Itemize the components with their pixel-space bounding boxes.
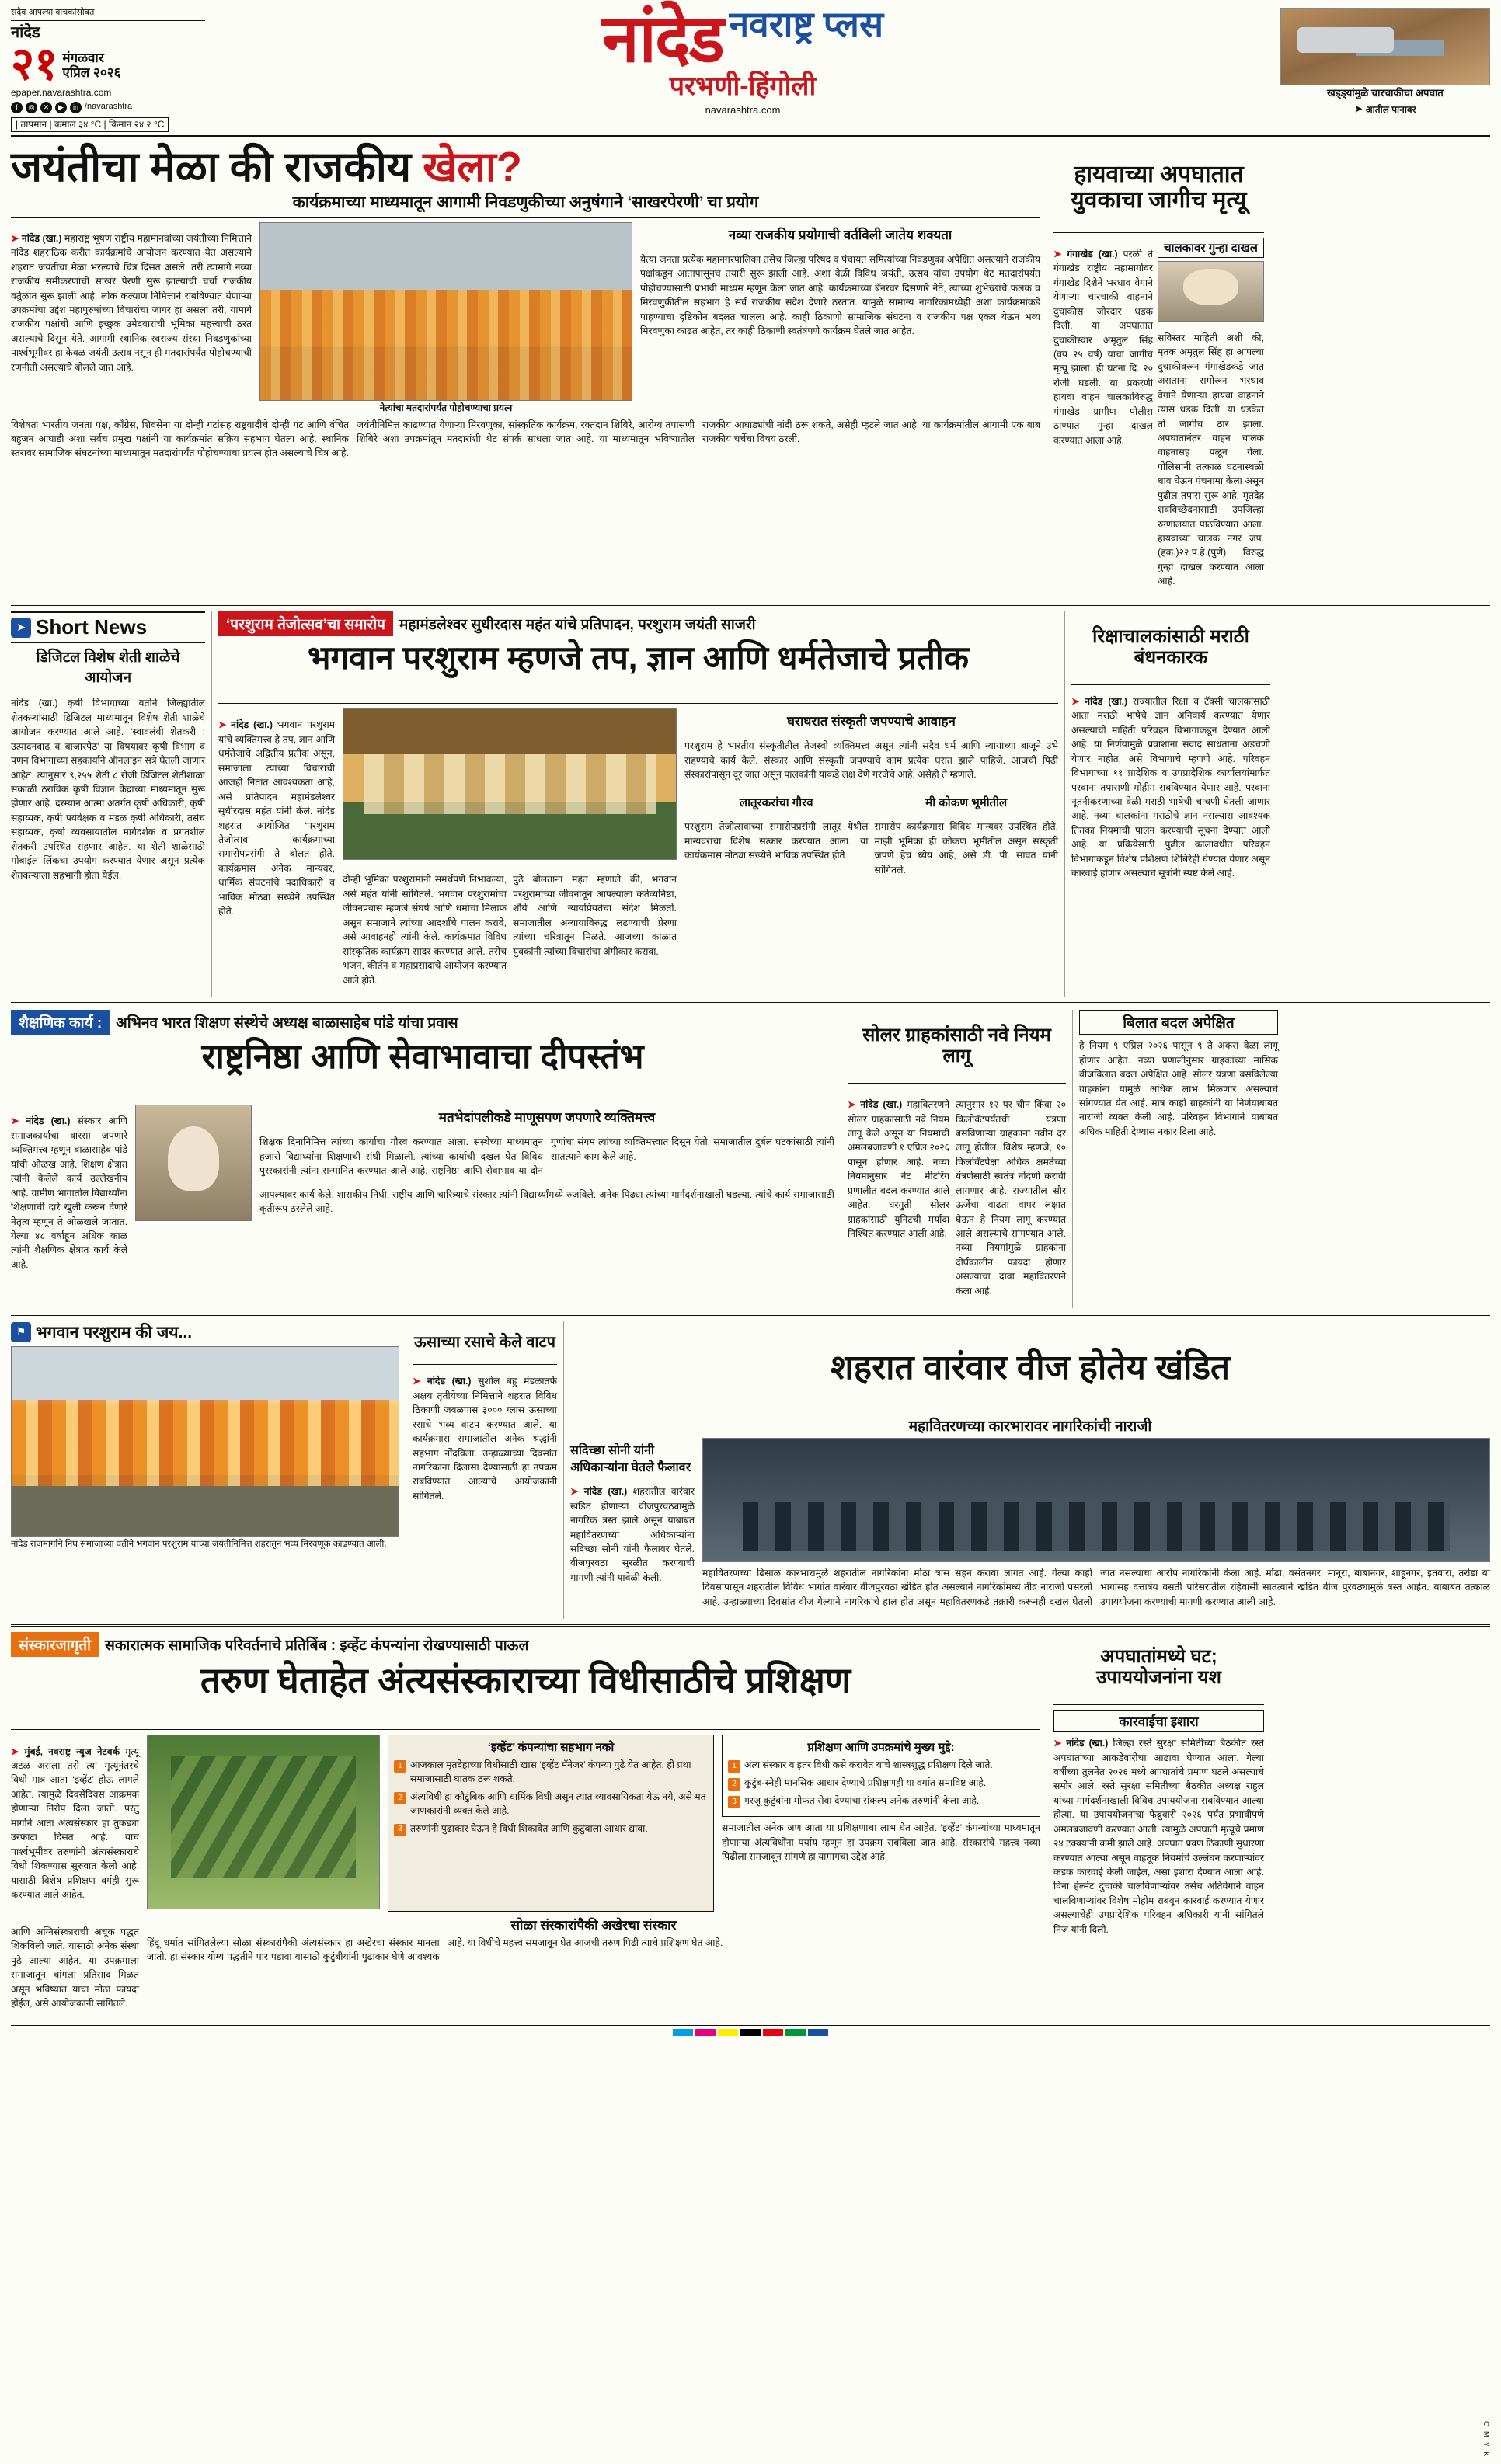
- riksha-body-text: राज्यातील रिक्षा व टॅक्सी चालकांसाठी आता मराठी भाषेचे ज्ञान अनिवार्य करण्यात येणार असल्याची माहिती परिवहन विभागाकडून देण्यात आली आहे. या निर्णयामुळे प्रवाशांना संवाद साधताना अडचणी येणार नाहीत, असे विभागाचे म्हणणे आहे. परिवहन विभागाच्या ११ प्रादेशिक व उपप्रादेशिक कार्यालयांमार्फत परवाना तपासणी मोहीम राबविण्यात येणार आहे. परवाना नूतनीकरणाच्या वेळी मराठी भाषेची चाचणी घेतली जाणार आहे. नव्या चालकांना मराठीचे ज्ञान नसल्यास आवश्यक तितका नियमाची पालन करण्याची सूचना देण्यात आली आहे. या प्रक्रियेसाठी पुढील कालावधीत परिवहन विभागाकडून विशेष प्रशिक्षण शिबिरेही घेण्यात येणार असून कारवाई होणार असल्याचे सूत्रांनी स्पष्ट केले आहे.: [1071, 695, 1270, 879]
- parshuram-jai-row: [11, 1321, 399, 1343]
- lead-photo-caption: नेत्यांचा मतदारांपर्यंत पोहोचण्याचा प्रयत्न: [379, 402, 513, 413]
- masthead-logo: [205, 2, 1280, 116]
- epaper-url[interactable]: epaper.navarashtra.com: [11, 86, 112, 98]
- sanskar-box1-title: ‘इव्हेंट’ कंपन्यांचा सहभाग नको: [487, 1741, 615, 1755]
- sanskar-photo: [147, 1735, 380, 1909]
- masthead-date-col: [62, 50, 120, 85]
- latur-story: [684, 792, 869, 886]
- facebook-icon[interactable]: f: [11, 102, 23, 113]
- electricity-photo: [702, 1438, 1490, 1562]
- accidents2-sub: कारवाईचा इशारा: [1053, 1710, 1264, 1732]
- color-swatch: [695, 2029, 716, 2036]
- electricity-left: [570, 1438, 695, 1619]
- sanskar-body-row: [11, 1735, 1040, 1911]
- riksha-headline: रिक्षाचालकांसाठी मराठी बंधनकारक: [1092, 626, 1249, 668]
- oil-dateline: नांदेड (खा.): [427, 1376, 472, 1387]
- sanskar-col2-text: समाजातील अनेक जण आता या प्रशिक्षणाचा लाभ घेत आहेत. ‘इव्हेंट’ कंपन्यांच्या माध्यमातून होणाऱ्या अंत्यविधींना पर्याय म्हणून हा उपक्रम राबविला जात आहे. संस्कारांचे महत्त्व नव्या पिढीला समजावून सांगणे हा यामागचा उद्देश आहे.: [722, 1822, 1040, 1863]
- education-col1: [11, 1105, 127, 1281]
- bullet-number-icon: 2: [394, 1792, 406, 1804]
- education-tag-row: [11, 1010, 834, 1035]
- parshuram-body-row: [218, 708, 1058, 997]
- oil-body-text: सुशील बहु मंडळातर्फे अक्षय तृतीयेच्या निमित्ताने शहरात विविध ठिकाणी जवळपास ३००० ग्लास ऊसाच्या रसाचे भव्य वाटप करण्यात आले. या कार्यक्रमास समाजातील अनेक श्रद्धांनी सहभाग नोंदविला. उन्हाळ्याच्या दिवसांत नागरिकांना दिलासा देण्यासाठी हा उपक्रम राबविण्यात आल्याचे आयोजकांनी सांगितले.: [413, 1376, 557, 1502]
- konkan-headline: मी कोकण भूमीतील: [925, 796, 1008, 810]
- accident-col2-text: सविस्तर माहिती अशी की, मृतक अमृतुल सिंह हा आपल्या दुचाकीवरून गंगाखेडकडे जात असताना समोरून भरधाव वेगाने येणाऱ्या हायवा वाहनाने त्यास धडक दिली. या धडकेत तो जागीच ठार झाला. अपघातानंतर वाहन चालक वाहनासह पळून गेला. पोलिसांनी तत्काळ घटनास्थळी धाव घेऊन पंचनामा केला असून पुढील तपास सुरू आहे. मृतदेह शवविच्छेदनासाठी उपजिल्हा रुग्णालयात पाठविण्यात आला. हायवाच्या चालक नगर जप.(हक.)२२.प.हे.(पुणे) विरुद्ध गुन्हा दाखल करण्यात आला आहे.: [1158, 332, 1264, 587]
- sanskar-story: [11, 1632, 1040, 2020]
- short-news-header: [11, 611, 205, 643]
- solar-col2: त्यानुसार १२ पर चीन किंवा २० किलोवॅटपर्यंतची यंत्रणा बसविणाऱ्या ग्राहकांना नवीन दर लागू होतील. विशेष म्हणजे, १० किलोवॅटपेक्षा अधिक क्षमतेच्या यंत्रणेसाठी स्वतंत्र नोंदणी करावी लागणार आहे. राज्यातील सौर ऊर्जेचा वाढता वापर लक्षात घेऊन हे नियम लागू करण्यात आले असल्याचे सांगण्यात आले. नव्या नियमांमुळे ग्राहकांना दीर्घकालीन फायदा होणार असल्याचा दावा महावितरणने केला आहे.: [956, 1099, 1066, 1296]
- accidents2-body: [1053, 1736, 1264, 1937]
- lead-col2-text: येत्या जनता प्रत्येक महानगरपालिका तसेच जिल्हा परिषद व पंचायत समित्यांच्या निवडणुका अपेक्षित असल्याने राजकीय पक्षांकडून आतापासूनच तयारी सुरू झाली आहे. अशा वेळी विविध जयंती, उत्सव यांचा उपयोग थेट मतदारांपर्यंत पोहोचण्यासाठी प्रभावी माध्यम म्हणून केला जात आहे. कार्यक्रमांच्या बॅनरवर दिसणारे नेते, त्यांच्या शुभेच्छांचे फलक व मिरवणुकीतील सहभाग हे सर्व राजकीय संदेश देणारे ठरतात. यामुळे सामान्य नागरिकांमध्येही अशा कार्यक्रमांकडे पाहण्याचा दृष्टिकोन बदलत चालला आहे. काही ठिकाणी सामाजिक संघटना व राजकीय पक्ष एकत्र येऊन भव्य मिरवणुका काढत आहेत, तर काही ठिकाणी स्वतंत्रपणे कार्यक्रम घेतले जात आहेत.: [640, 253, 1040, 337]
- accident-col1-body: परळी ते गंगाखेड राष्ट्रीय महामार्गावर गंगाखेड दिशेने भरधाव वेगाने येणाऱ्या चारचाकी वाहनाने दुचाकीस जोरदार धडक दिली. या अपघातात दुचाकीस्वार अमृतुल सिंह (वय २५ वर्ष) याचा जागीच मृत्यू झाला. ही घटना दि. २० रोजी घडली. या प्रकरणी हायवा वाहन चालकाविरुद्ध गंगाखेड ग्रामीण पोलीस ठाण्यात गुन्हा दाखल करण्यात आला आहे.: [1053, 248, 1153, 446]
- accident-col2: [1158, 238, 1264, 598]
- solar-dateline: नांदेड (खा.): [860, 1099, 903, 1111]
- education-col2-text: शिक्षक दिनानिमित्त त्यांच्या कार्याचा गौरव करण्यात आला. संस्थेच्या माध्यमातून हजारो विद्यार्थ्यांना शिक्षणाची संधी मिळाली. त्यांच्या कार्याची दखल घेत विविध पुरस्कारांनी त्यांना सन्मानित करण्यात आले आहे. राष्ट्रनिष्ठा आणि सेवाभाव या दोन गुणांचा संगम त्यांच्या व्यक्तिमत्त्वात दिसून येतो. समाजातील दुर्बल घटकांसाठी त्यांनी सातत्याने काम केले आहे.: [259, 1136, 834, 1177]
- electricity-body: महावितरणच्या ढिसाळ कारभारामुळे शहरातील नागरिकांना मोठा त्रास सहन करावा लागत आहे. गेल्या काही दिवसांपासून शहरातील विविध भागांत वारंवार वीजपुरवठा खंडित होत असल्याने नागरिकांमध्ये तीव्र नाराजी पसरली आहे. उन्हाळ्याच्या दिवसांत वीज गेल्याने नागरिकांचे हाल होत असून महावितरणकडे तक्रारी करूनही दखल घेतली जात नसल्याचा आरोप नागरिकांनी केला आहे. मोंढा, वसंतनगर, मानूरा, बाबानगर, शाहूनगर, इतवारा, तरोडा या भागांसह दत्तात्रेय वसती परिसरातील रहिवासी सातत्याने खंडित वीज पुरवठ्यामुळे त्रस्त आहेत. याबाबत तत्काळ उपाययोजना करण्याची मागणी करण्यात आली आहे.: [702, 1567, 1490, 1607]
- lead-col1: [11, 222, 252, 414]
- parshuram-jai-label: भगवान परशुराम की जय...: [36, 1323, 193, 1342]
- inside-label: आतील पानावर: [1365, 103, 1416, 115]
- solar-headline: सोलर ग्राहकांसाठी नवे नियम लागू: [862, 1025, 1051, 1067]
- parshuram-col1-body: भगवान परशुराम यांचे व्यक्तिमत्त्व हे तप, ज्ञान आणि धर्मतेजाचे अद्वितीय प्रतीक असून, समाजाला त्यांच्या विचारांची आजही नितांत आवश्यकता आहे, असे प्रतिपादन महामंडलेश्वर सुधीरदास महंत यांनी केले. नांदेड शहरात आयोजित ‘परशुराम तेजोत्सव’ कार्यक्रमाच्या समारोपप्रसंगी ते बोलत होते. कार्यक्रमास अनेक मान्यवर, धार्मिक संघटनांचे पदाधिकारी व भाविक मोठ्या संख्येने उपस्थित होते.: [218, 719, 335, 917]
- education-tagline: अभिनव भारत शिक्षण संस्थेचे अध्यक्ष बाळासाहेब पांडे यांचा प्रवास: [116, 1015, 458, 1032]
- solar-col1-body: महावितरणने सोलर ग्राहकांसाठी नवे नियम लागू केले असून या नियमांची अंमलबजावणी १ एप्रिल २०२६ पासून होणार आहे. नव्या नियमानुसार नेट मीटरिंग प्रणालीत बदल करण्यात आले आहेत. घरगुती सोलर ग्राहकांसाठी युनिटची मर्यादा निश्चित करण्यात आली आहे.: [848, 1099, 950, 1240]
- list-item-text: अंत्यविधी हा कौटुंबिक आणि धार्मिक विधी असून त्यात व्यावसायिकता येऊ नये, असे मत जाणकारांनी व्यक्त केले आहे.: [410, 1791, 706, 1816]
- lead-headline-text: जयंतीचा मेळा की राजकीय: [11, 143, 423, 190]
- education-tag: शैक्षणिक कार्य :: [11, 1010, 110, 1035]
- bullet-arrow-icon: ➤: [1071, 695, 1085, 707]
- list-item-text: आजकाल मृतदेहाच्या विधींसाठी खास ‘इव्हेंट मॅनेजर’ कंपन्या पुढे येत आहेत. ही प्रथा समाजासाठी घातक ठरू शकते.: [410, 1759, 691, 1785]
- masthead-promo: [1280, 8, 1490, 116]
- procession-caption: नांदेड राजमार्गाने निघ समाजाच्या वतीने भगवान परशुराम यांच्या जयंतीनिमित्त शहरातून भव्य मिरवणूक काढण्यात आली.: [11, 1539, 387, 1549]
- electricity-story: [563, 1321, 1490, 1619]
- accident-subheadline: चालकावर गुन्हा दाखल: [1158, 238, 1264, 258]
- parshuram-subtag: महामंडलेश्वर सुधीरदास महंत यांचे प्रतिपादन, परशुराम जयंती साजरी: [399, 617, 756, 634]
- accidents2-dateline: नांदेड (खा.): [1066, 1738, 1109, 1749]
- sanskar-right: [722, 1735, 1040, 1911]
- masthead-left: [11, 8, 205, 132]
- education-col1-text: [11, 1114, 127, 1272]
- short-news-headline: डिजिटल विशेष शेती शाळेचे आयोजन: [36, 649, 180, 687]
- logo-blue-block: [723, 4, 884, 44]
- lead-body-row: [11, 222, 1040, 414]
- masthead-day: २१: [11, 38, 58, 89]
- parshuram-sub-cols: [343, 863, 677, 997]
- list-item-text: अंत्य संस्कार व इतर विधी कसे करावेत याचे शास्त्रशुद्ध प्रशिक्षण दिले जाते.: [744, 1759, 993, 1771]
- row-lead: [11, 142, 1490, 598]
- short-news-label: Short News: [36, 615, 148, 639]
- electricity-left-title: सदिच्छा सोनी यांनी अधिकाऱ्यांना घेतले फैलावर: [570, 1443, 691, 1474]
- accident-headline: हायवाच्या अपघातात युवकाचा जागीच मृत्यू: [1071, 161, 1247, 213]
- bill-body: हे नियम ९ एप्रिल २०२६ पासून ९ ते अकरा वेळा लागू होणार आहेत. नव्या प्रणालीनुसार ग्राहकांच्या मासिक वीजबिलात बदल अपेक्षित आहे. सोलर यंत्रणा बसविलेल्या ग्राहकांना यामुळे अधिक लाभ मिळणार असल्याचे सांगण्यात येत आहे. मात्र काही ग्राहकांनी या निर्णयाबाबत नाराजी व्यक्त केली आहे. परिवहन विभागाने याबाबत अधिक माहिती देण्यास नकार दिला आहे.: [1079, 1040, 1278, 1137]
- masthead-city: नांदेड: [11, 23, 40, 41]
- parshuram-sub-stories: [684, 792, 1058, 886]
- bullet-arrow-icon: ➤: [413, 1376, 427, 1387]
- lead-subhead: कार्यक्रमाच्या माध्यमातून आगामी निवडणुकीच्या अनुषंगाने ‘साखरपेरणी’ चा प्रयोग: [11, 191, 1040, 218]
- row-parshuram: [11, 611, 1490, 997]
- news-arrow-icon: ➤: [11, 618, 31, 638]
- bullet-arrow-icon: ➤: [11, 232, 22, 244]
- masthead-weekday: मंगळवार: [62, 50, 104, 65]
- electricity-body-row: [570, 1438, 1490, 1619]
- bill-headline: बिलात बदल अपेक्षित: [1079, 1010, 1278, 1035]
- sanskar-box2-title: प्रशिक्षण आणि उपक्रमांचे मुख्य मुद्दे:: [807, 1741, 955, 1755]
- electricity-left-dateline: नांदेड (खा.): [583, 1486, 628, 1498]
- color-swatch: [785, 2029, 806, 2036]
- parshuram-dateline: नांदेड (खा.): [231, 719, 273, 731]
- masthead-tagline: सदैव आपल्या वाचकांसोबत: [11, 8, 205, 21]
- accident-body-row: [1053, 238, 1264, 598]
- temperature-strip: | तापमान | कमाल ३४ °C | किमान २४.२ °C: [11, 117, 169, 132]
- instagram-icon[interactable]: ◎: [26, 102, 37, 113]
- accidents2-headline: अपघातांमध्ये घट; उपाययोजनांना यश: [1096, 1646, 1221, 1689]
- education-col1-body: संस्कार आणि समाजकार्याचा वारसा जपणारे व्यक्तिमत्त्व म्हणून बाळासाहेब पांडे यांची ओळख आहे. शिक्षण क्षेत्रात त्यांनी केलेले कार्य उल्लेखनीय आहे. ग्रामीण भागातील विद्यार्थ्यांना शिक्षणाची दारे खुली करून देणारे नेतृत्व म्हणून ते ओळखले जातात. गेल्या ४८ वर्षांहून अधिक काळ त्यांनी शैक्षणिक क्षेत्रात कार्य केले आहे.: [11, 1115, 127, 1270]
- lead-headline: [11, 145, 1040, 190]
- education-dateline: नांदेड (खा.): [26, 1115, 71, 1127]
- lead-col2-head: नव्या राजकीय प्रयोगाची वर्तविली जातेय शक्यता: [728, 227, 952, 242]
- lead-photo-block: [259, 222, 632, 414]
- sanskar-box1: [388, 1735, 714, 1911]
- row-electricity: [11, 1321, 1490, 1619]
- bullet-arrow-icon: ➤: [11, 1745, 25, 1757]
- sanskar-headline: तरुण घेताहेत अंत्यसंस्काराच्या विधीसाठीचे प्रशिक्षण: [200, 1659, 851, 1700]
- list-item: [394, 1822, 708, 1836]
- arrow-icon: ➤: [1354, 103, 1363, 115]
- list-item-text: तरुणांनी पुढाकार घेऊन हे विधी शिकावेत आणि कुटुंबाला आधार द्यावा.: [410, 1822, 648, 1834]
- sanskar-dateline: मुंबई, नवराष्ट्र न्यूज नेटवर्क: [24, 1745, 120, 1757]
- linkedin-icon[interactable]: in: [70, 102, 82, 113]
- promo-caption: खड्ड्यांमुळे चारचाकीचा अपघात: [1327, 87, 1444, 99]
- lead-headline-highlight: खेला?: [423, 143, 522, 190]
- lead-bottom-text: विशेषतः भारतीय जनता पक्ष, काँग्रेस, शिवसेना या दोन्ही गटांसह राष्ट्रवादीचे दोन्ही गट आणि वंचित बहुजन आघाडी अशा सर्वच प्रमुख पक्षांनी या कार्यक्रमांत सक्रिय सहभाग घेतला आहे. स्थानिक स्तरावर सामाजिक संघटनांच्या माध्यमातून मतदारांपर्यंत पोहोचण्याचा प्रयत्न होत असल्याचे चित्र आहे. जयंतीनिमित्त काढण्यात येणाऱ्या मिरवणुका, सांस्कृतिक कार्यक्रम, रक्तदान शिबिरे, आरोग्य तपासणी शिबिरे अशा उपक्रमांतून मतदारांशी थेट संपर्क साधला जात आहे. या माध्यमातून भविष्यातील राजकीय आघाड्यांची नांदी ठरू शकते, असेही म्हटले जात आहे. या कार्यक्रमांतील आगामी एक बाब राजकीय चर्चेचा विषय ठरली.: [11, 419, 1040, 459]
- solar-story: [841, 1010, 1066, 1307]
- list-item: [394, 1791, 708, 1818]
- bill-story: [1072, 1010, 1278, 1307]
- flag-icon: ⚑: [11, 1322, 31, 1342]
- oil-story: [406, 1321, 557, 1619]
- sanskar-box3-title: सोळा संस्कारांपैकी अखेरचा संस्कार: [510, 1917, 677, 1933]
- lead-col1-body: महाराष्ट्र भूषण राष्ट्रीय महामानवांच्या जयंतीच्या निमित्ताने नांदेड शहराठिक करीत कार्यक्रमांचे आयोजन करण्यात येत असल्याने शहरात जयंतीचा मेळा भरल्याचे चित्र दिसत असले, तरी त्यामागे नव्या राजकीय समीकरणांची साखर पेरणी सुरू झाल्याची चर्चा राजकीय वर्तुळात सुरू झाली आहे. लोक कल्याण निमित्ताने राबविण्यात येणाऱ्या उपक्रमांचा उद्देश महापुरुषांच्या विचारांचा जागर हा असला तरी, यामागे राजकीय पक्षांची आणि इच्छुक उमेदवारांची भूमिका महत्त्वाची ठरत असल्याचे दिसून येते. आगामी स्थानिक स्वराज्य संस्था निवडणुकांच्या पार्श्वभूमीवर हा केवळ जयंती उत्सव नसून ही मतदारांपर्यंत पोहोचण्याची रणनीती असल्याचे बोलले जात आहे.: [11, 232, 252, 373]
- lead-col1-text: [11, 231, 252, 374]
- parshuram-col4: [684, 708, 1058, 997]
- latur-headline: लातूरकरांचा गौरव: [739, 796, 813, 810]
- short-news-body: नांदेड (खा.) कृषी विभागाच्या वतीने जिल्ह्यातील शेतकऱ्यांसाठी डिजिटल माध्यमातून विशेष शेती शाळेचे आयोजन करण्यात आले आहे. ‘स्वावलंबी शेतकरी : उत्पादनवाढ व बाजारपेठ’ या विषयावर कृषी विभाग व पणन विभागाच्या सहकार्याने ऑनलाइन सत्रे घेतली जाणार आहेत. त्यानुसार ९,२५५ शेती ८ रोजी डिजिटल शेतीशाळा सकाळी ठराविक कृषी विज्ञान केंद्राच्या माध्यमातून सुरू होणार आहे. दरम्यान आत्मा अंतर्गत कृषी अधिकारी, कृषी सहाय्यक, कृषी पर्यवेक्षक व मंडळ कृषी अधिकारी, तसेच सहाय्यक, कृषी व्यवसायातील मार्गदर्शक व प्रगतशील शेतकरी उपस्थित राहणार आहेत. या शेती शाळेसाठी मोबाईल लिंकचा उपयोग करण्यात येणार असून प्रत्येक शेतकऱ्याला सहभागी होता येईल.: [11, 698, 205, 881]
- electricity-headline: शहरात वारंवार वीज होतेय खंडित: [830, 1349, 1231, 1387]
- parshuram-col3-text: पुढे बोलताना महंत म्हणाले की, भगवान परशुरामांच्या जीवनातून आपल्याला कर्तव्यनिष्ठा, शौर्य आणि न्यायप्रियतेचा संदेश मिळतो. समाजातील अन्यायाविरुद्ध लढण्याची प्रेरणा त्यांच्या चरित्रातून मिळते. आजच्या काळात युवकांनी त्यांच्या विचारांचा अंगीकार करावा.: [513, 874, 677, 957]
- riksha-dateline: नांदेड (खा.): [1085, 695, 1128, 707]
- accidents2-body-text: जिल्हा रस्ते सुरक्षा समितीच्या बैठकीत रस्ते अपघातांच्या आकडेवारीचा आढावा घेण्यात आला. गेल्या वर्षीच्या तुलनेत २०२६ मध्ये अपघातांचे प्रमाण घटले असल्याचे समोर आले. रस्ते सुरक्षा समितीच्या बैठकीत अध्यक्ष राहुल यांच्या मार्गदर्शनाखाली विविध उपाययोजना राबविण्यात आल्या होत्या. या उपाययोजनांचा फेब्रुवारी २०२६ पर्यंत प्रभावीपणे अंमलबजावणी करण्यात आली. त्यामुळे अपघाती मृत्यूंचे प्रमाण २४ टक्क्यांनी कमी झाले आहे. अपघात प्रवण ठिकाणी सुधारणा करण्यात आल्या असून वाहतूक नियमांचे उल्लंघन करणाऱ्यांवर कडक कारवाई केली जाईल, असा इशारा देण्यात आला आहे. विना हेल्मेट दुचाकी चालविणाऱ्यांवर तसेच अतिवेगाने वाहन चालविणाऱ्यांवर विशेष मोहीम राबवून कारवाई करण्यात येणार असल्याचेही उपप्रादेशिक परिवहन अधिकारी यांनी सांगितले निज यांनी दिली.: [1053, 1738, 1265, 1935]
- sanskar-bottom-row: [11, 1916, 1040, 2020]
- color-swatch: [808, 2029, 828, 2036]
- row-sanskar: [11, 1632, 1490, 2020]
- lead-dateline: नांदेड (खा.): [21, 232, 62, 244]
- accident-photo: [1158, 261, 1264, 322]
- bullet-arrow-icon: ➤: [1053, 248, 1067, 259]
- parshuram-col1-text: [218, 718, 335, 918]
- lead-photo: [259, 222, 632, 401]
- konkan-story: [875, 792, 1059, 886]
- sanskar-box2-list: [728, 1759, 1034, 1808]
- sanskar-col1-text: [11, 1745, 139, 1902]
- list-item: [394, 1759, 708, 1787]
- riksha-story: [1064, 611, 1270, 997]
- education-headline: राष्ट्रनिष्ठा आणि सेवाभावाचा दीपस्तंभ: [201, 1038, 644, 1077]
- short-news-block: [11, 611, 205, 997]
- logo-row: [205, 2, 1280, 76]
- oil-headline: ऊसाच्या रसाचे केले वाटप: [413, 1334, 555, 1352]
- sanskar-box1-inner: [388, 1735, 714, 1911]
- sanskar-ribbon: संस्कारजागृती: [11, 1632, 99, 1657]
- color-swatch: [740, 2029, 761, 2036]
- accidents2-story: [1047, 1632, 1264, 2020]
- solar-col1: [848, 1098, 949, 1298]
- electricity-right: [702, 1438, 1490, 1619]
- latur-body: परशुराम तेजोत्सवाच्या समारोपप्रसंगी लातूर येथील मान्यवरांचा विशेष सत्कार करण्यात आला. या कार्यक्रमास मोठ्या संख्येने भाविक उपस्थित होते.: [684, 821, 869, 861]
- parshuram-tag: ‘परशुराम तेजोत्सव’चा समारोप: [218, 611, 393, 636]
- sanskar-photo-block: [147, 1735, 380, 1911]
- inside-page-link[interactable]: [1280, 103, 1490, 116]
- color-swatch: [673, 2029, 693, 2036]
- education-col2: [259, 1105, 834, 1281]
- parshuram-tagline-row: [218, 611, 1058, 636]
- education-sub: मतभेदांपलीकडे माणूसपण जपणारे व्यक्तिमत्त्व: [438, 1110, 656, 1126]
- oil-body: [413, 1374, 557, 1503]
- logo-subtitle: परभणी-हिंगोली: [669, 71, 817, 101]
- electricity-left-body: [570, 1484, 695, 1585]
- logo-url[interactable]: navarashtra.com: [705, 103, 781, 116]
- parshuram-photo: [343, 708, 677, 860]
- accident-story: [1047, 142, 1264, 598]
- parshuram-photo-block: [343, 708, 677, 997]
- logo-blue-line1: नवराष्ट्र: [729, 4, 814, 44]
- bullet-arrow-icon: ➤: [570, 1486, 584, 1498]
- konkan-body: समारोप कार्यक्रमास विविध मान्यवर उपस्थित होते. माझी भूमिका ही कोकण भूमीतील असून संस्कृती जपणे हेच ध्येय आहे, असे डी. पी. सावंत यांनी सांगितले.: [874, 821, 1058, 875]
- parshuram-headline: भगवान परशुराम म्हणजे तप, ज्ञान आणि धर्मतेजाचे प्रतीक: [308, 639, 969, 677]
- bullet-number-icon: 1: [394, 1760, 406, 1773]
- lead-story: [11, 142, 1040, 598]
- twitter-x-icon[interactable]: ✕: [40, 102, 52, 113]
- electricity-left-text: शहरातील वारंवार खंडित होणाऱ्या वीजपुरवठ्यामुळे नागरिक त्रस्त झाले असून याबाबत महावितरणच्या अधिकाऱ्यांना सदिच्छा सोनी यांनी फैलावर घेतले. वीजपुरवठा सुरळीत करण्याची मागणी त्यांनी यावेळी केली.: [570, 1486, 695, 1583]
- procession-block: [11, 1321, 399, 1619]
- sanskar-col1-body: मृत्यू अटळ असला तरी त्या मृत्यूनंतरचे विधी मात्र आता ‘इव्हेंट’ होऊ लागले आहेत. त्यामुळे दिवसेंदिवस आक्रमक होणाऱ्या निरोप दिला जातो. परंतु मार्गाने आता अंत्यसंस्कार हा तुकड्या उरफाटा दिसत आहे. याच पार्श्वभूमीवर तरुणांनी अंत्यसंस्काराचे विधी शिकण्यास सुरुवात केली आहे. यासाठी विशेष प्रशिक्षण वर्गही सुरू करण्यात आले आहेत.: [11, 1745, 139, 1900]
- parshuram-story: [211, 611, 1058, 997]
- lead-col2: [640, 222, 1040, 414]
- accident-col1-text: [1053, 247, 1153, 447]
- parshuram-col1: [218, 708, 335, 997]
- parshuram-col4-text: परशुराम हे भारतीय संस्कृतीतील तेजस्वी व्यक्तिमत्त्व असून त्यांनी सदैव धर्म आणि न्यायाच्या बाजूने उभे राहण्याचे कार्य केले. संस्कार आणि संस्कृती जपण्याचे काम प्रत्येक घरात झाले पाहिजे. आजची पिढी संस्कारांपासून दूर जात असून पालकांनी याकडे लक्ष देणे गरजेचे आहे, असेही ते म्हणाले.: [684, 740, 1058, 781]
- sanskar-tagline: सकारात्मक सामाजिक परिवर्तनाचे प्रतिबिंब : इव्हेंट कंपन्यांना रोखण्यासाठी पाऊल: [105, 1637, 529, 1654]
- youtube-icon[interactable]: ▶: [55, 102, 67, 113]
- education-body-row: [11, 1105, 834, 1281]
- bullet-arrow-icon: ➤: [848, 1099, 861, 1111]
- procession-photo: [11, 1346, 399, 1537]
- list-item: [728, 1759, 1034, 1773]
- bullet-arrow-icon: ➤: [11, 1115, 26, 1127]
- bullet-arrow-icon: ➤: [1053, 1738, 1067, 1749]
- logo-blue-line2: प्लस: [823, 4, 884, 44]
- bullet-number-icon: 2: [728, 1778, 740, 1791]
- sanskar-col3-text: आणि अग्निसंस्काराची अचूक पद्धत शिकविली जाते. यासाठी अनेक संस्था पुढे आल्या आहेत. या उपक्रमाला समाजातून चांगला प्रतिसाद मिळत असून भविष्यात याचा मोठा फायदा होईल, असे आयोजकांनी सांगितले.: [11, 1926, 139, 2010]
- education-photo-block: [135, 1105, 252, 1281]
- list-item: [728, 1777, 1034, 1791]
- solar-body-row: [848, 1088, 1066, 1308]
- masthead-date: [11, 38, 205, 89]
- bullet-arrow-icon: ➤: [218, 719, 232, 731]
- parshuram-right-head: घराघरात संस्कृती जपण्याचे आवाहन: [786, 714, 956, 729]
- logo-main: नांदेड: [601, 2, 723, 76]
- color-swatch: [718, 2029, 738, 2036]
- list-item: [728, 1794, 1034, 1808]
- education-story: [11, 1010, 834, 1307]
- bullet-number-icon: 1: [728, 1760, 740, 1773]
- list-item-text: कुटुंब-स्नेही मानसिक आधार देण्याचे प्रशिक्षणही या वर्गात समाविष्ट आहे.: [744, 1777, 987, 1789]
- sanskar-tag-row: [11, 1632, 1040, 1657]
- sanskar-box2: [722, 1735, 1040, 1817]
- bullet-number-icon: 3: [394, 1824, 406, 1836]
- social-handle: /navarashtra: [85, 102, 133, 112]
- education-photo: [135, 1105, 252, 1221]
- sanskar-col1: [11, 1735, 139, 1911]
- row-education: [11, 1010, 1490, 1307]
- cmyk-marker: C M Y K: [1482, 2420, 1490, 2458]
- riksha-body: [1071, 694, 1270, 881]
- sanskar-box3-body: हिंदू धर्मात सांगितलेल्या सोळा संस्कारांपैकी अंत्यसंस्कार हा अखेरचा संस्कार मानला जातो. हा संस्कार योग्य पद्धतीने पार पडावा यासाठी कुटुंबीयांनी पुढाकार घेणे आवश्यक आहे. या विधीचे महत्त्व समजावून घेत आजची तरुण पिढी त्याचे प्रशिक्षण घेत आहे.: [147, 1937, 723, 1963]
- accident-dateline: गंगाखेड (खा.): [1067, 248, 1118, 259]
- electricity-sub: महावितरणच्या कारभारावर नागरिकांची नाराजी: [908, 1418, 1152, 1435]
- masthead-monthyear: एप्रिल २०२६: [62, 65, 121, 81]
- parshuram-col2-text: दोन्ही भूमिका परशुरामांनी समर्थपणे निभावल्या, असे महंत यांनी सांगितले. भगवान परशुरामांचा जीवनप्रवास म्हणजे संघर्ष आणि धर्माचा मिलाफ असून समाजाने त्यांच्या आदर्शांचे पालन करावे, असे आवाहनही त्यांनी केले. कार्यक्रमात विविध सांस्कृतिक कार्यक्रम सादर करण्यात आले. तसेच भजन, कीर्तन व महाप्रसादाचे आयोजन करण्यात आले होते.: [343, 874, 507, 986]
- education-col3-text: आपल्यावर कार्य केले, शासकीय निधी, राष्ट्रीय आणि चारित्र्याचे संस्कार त्यांनी विद्यार्थ्यांमध्ये रुजविले. अनेक पिढ्या त्यांच्या मार्गदर्शनाखाली घडल्या. त्यांचे कार्य समाजासाठी कृतीरूप ठरलेले आहे.: [259, 1189, 834, 1215]
- accident-col1: [1053, 238, 1153, 598]
- list-item-text: गरजू कुटुंबांना मोफत सेवा देण्याचा संकल्प अनेक तरुणांनी केला आहे.: [744, 1795, 980, 1807]
- sanskar-box1-list: [394, 1759, 708, 1836]
- masthead: [11, 2, 1490, 137]
- sanskar-box3: [147, 1916, 1040, 2020]
- bullet-number-icon: 3: [728, 1796, 740, 1808]
- color-registration-bar: [11, 2029, 1490, 2036]
- promo-photo: [1280, 8, 1490, 85]
- social-links[interactable]: [11, 102, 205, 113]
- color-swatch: [763, 2029, 783, 2036]
